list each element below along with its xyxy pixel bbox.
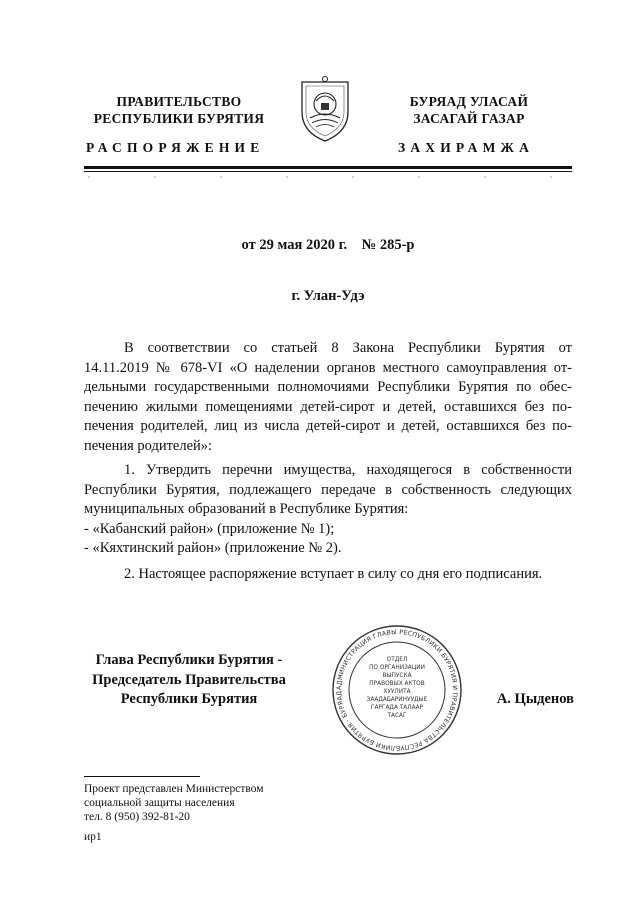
official-stamp (330, 623, 464, 757)
item-1-line-2: Республики Бурятия, подлежащего передаче в собственность следующих (84, 481, 572, 498)
government-name-bua (374, 93, 564, 127)
stamp-text-line: ПО ОРГАНИЗАЦИИ (369, 665, 425, 671)
preamble-line-3: дельными государственными полномочиями Республики Бурятия по обес- (84, 379, 572, 395)
header-rule-thin (84, 171, 572, 172)
item-1-line-1: 1. Утвердить перечни имущества, находящегося в собственности (124, 462, 572, 478)
date-and-number: от 29 мая 2020 г. № 285-р (241, 237, 415, 253)
footer-line-3: тел. 8 (950) 392-81-20 (84, 811, 190, 823)
government-name-bua-line2: ЗАСАГАЙ ГАЗАР (413, 111, 525, 126)
preamble-line-1: В соответствии со статьей 8 Закона Республики Бурятия от (124, 340, 572, 356)
government-name-ru-line2: РЕСПУБЛИКИ БУРЯТИЯ (93, 111, 265, 126)
signatory-position-line-3: Республики Бурятия (120, 691, 258, 707)
stamp-text-line: ТАСАГ (387, 713, 407, 719)
stamp-text-line: ПРАВОВЫХ АКТОВ (369, 681, 425, 687)
footer-line-2: социальной защиты населения (84, 797, 235, 809)
stamp-text-line: ОТДЕЛ (386, 657, 408, 663)
item-2: 2. Настоящее распоряжение вступает в силу со дня его подписания. (124, 566, 543, 582)
signatory-position (84, 651, 294, 710)
stamp-text-line: ВЫПУСКА (382, 673, 412, 679)
government-name-bua-line1: БУРЯАД УЛАСАЙ (409, 94, 529, 109)
signatory-position-line-1: Глава Республики Бурятия - (95, 652, 283, 668)
preamble-line-6: печения родителей»: (84, 437, 213, 454)
coat-of-arms-icon (296, 74, 354, 144)
government-name-ru-line1: ПРАВИТЕЛЬСТВО (116, 94, 242, 109)
document-type-ru: РАСПОРЯЖЕНИЕ (86, 140, 265, 155)
stamp-ring-text: АДМИНИСТРАЦИЯ ГЛАВЫ РЕСПУБЛИКИ БУРЯТИЯ И ПРАВИТЕЛЬСТВА РЕСПУБЛИКИ БУРЯТИЯ · БУРЯАД (335, 628, 459, 752)
signatory-name: А. Цыденов (496, 691, 574, 707)
footer-note (84, 782, 344, 824)
item-1-line-3: муниципальных образований в Республике Бурятия: (84, 501, 409, 517)
list-item: - «Кяхтинский район» (приложение № 2). (84, 540, 342, 556)
preamble-line-4: печению жилыми помещениями детей-сирот и детей, оставшихся без по- (84, 398, 572, 415)
footer-line-1: Проект представлен Министерством (84, 783, 264, 795)
preamble-line-5: печения родителей, лиц из числа детей-сирот и детей, оставшихся без по- (84, 418, 572, 434)
footer-rule (84, 776, 200, 777)
list-item: - «Кабанский район» (приложение № 1); (84, 520, 335, 537)
header-rule-thick (84, 166, 572, 169)
city: г. Улан-Удэ (291, 288, 365, 304)
stamp-text-line: ХУУЛИТА (383, 689, 411, 695)
header-dotted-line (84, 174, 572, 180)
stamp-text-line: ЗААДАБАРИНУУДЫЕ (366, 697, 428, 703)
stamp-text-line: ГАРГАДА ТАЛААР (370, 705, 424, 711)
signatory-position-line-2: Председатель Правительства (92, 671, 286, 688)
preamble (84, 339, 572, 456)
footer-code: ир1 (84, 831, 102, 843)
government-name-ru (84, 93, 274, 127)
preamble-line-2: 14.11.2019 № 678-VI «О наделении органов местного самоуправления от- (84, 359, 572, 376)
document-type-bua: ЗАХИРАМЖА (398, 140, 535, 155)
item-1 (84, 461, 572, 559)
